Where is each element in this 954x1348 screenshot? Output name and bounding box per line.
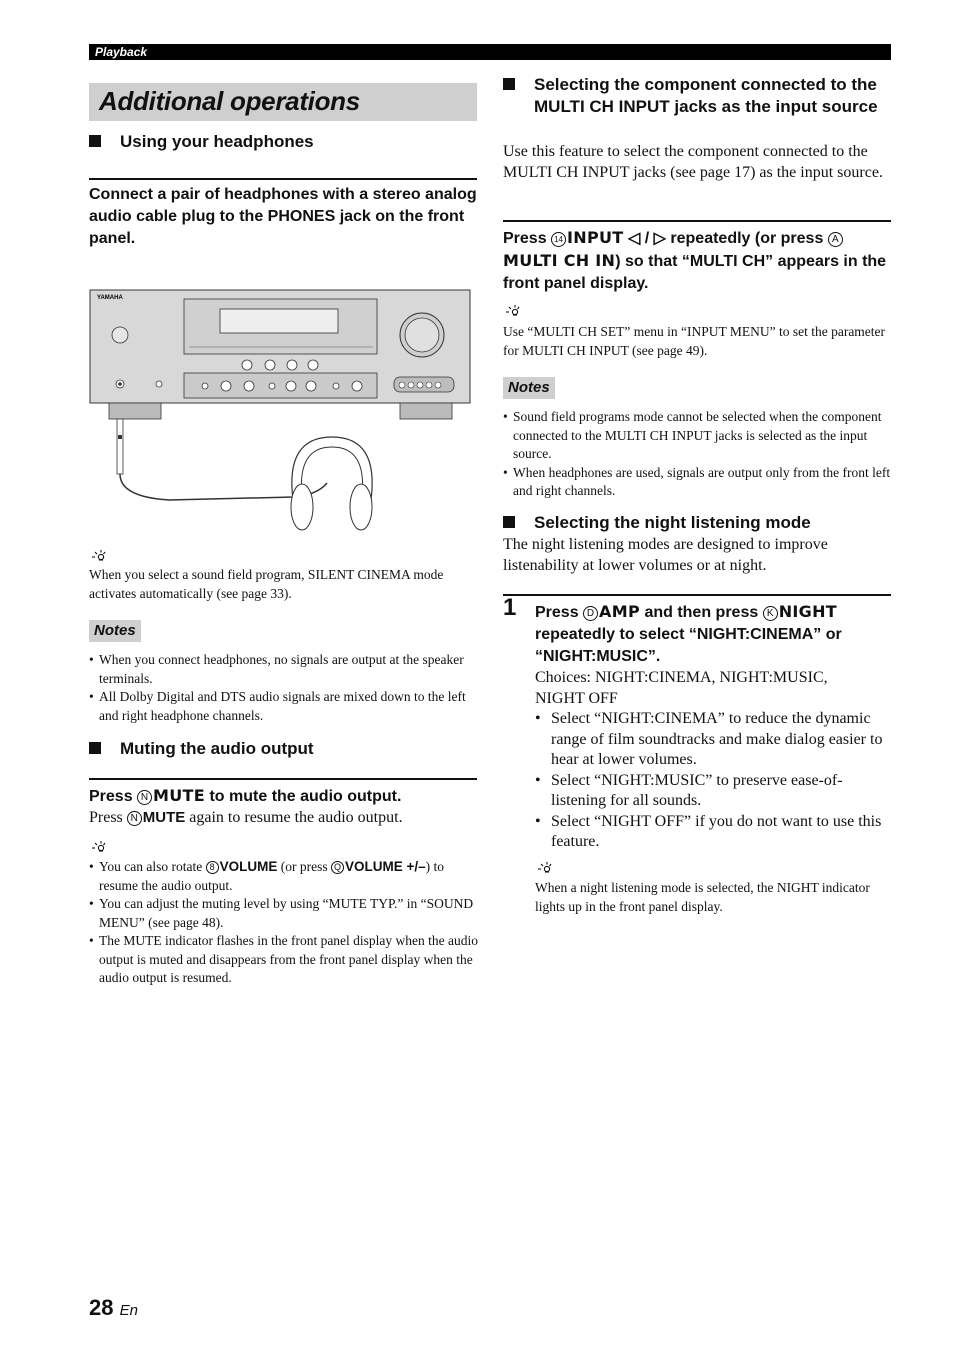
key-n-icon: N bbox=[127, 811, 142, 826]
tip-lightbulb-icon bbox=[535, 861, 553, 875]
muting-heading: Muting the audio output bbox=[89, 738, 314, 760]
night-option: • Select “NIGHT OFF” if you do not want to use this feature. bbox=[535, 812, 891, 853]
key-d-icon: D bbox=[583, 606, 598, 621]
tip-lightbulb-icon bbox=[89, 840, 107, 854]
night-step: Press D AMP and then press K NIGHT repeatedly to select “NIGHT:CINEMA” or “NIGHT:MUSIC”. bbox=[535, 602, 842, 665]
tip-item: • The MUTE indicator flashes in the front panel display when the audio output is muted and disappears from the front panel display when the audio output is resumed. bbox=[89, 932, 479, 988]
muting-resume: Press N MUTE again to resume the audio output. bbox=[89, 809, 403, 826]
page-number: 28 En bbox=[89, 1295, 138, 1320]
note-item: • Sound field programs mode cannot be selected when the component connected to the MULTI CH INPUT jacks is selected as the input source. bbox=[503, 408, 893, 464]
square-bullet-icon bbox=[503, 78, 515, 90]
night-heading: Selecting the night listening mode bbox=[503, 512, 811, 534]
multich-intro: Use this feature to select the component connected to the MULTI CH INPUT jacks (see page 17) as the input source. bbox=[503, 143, 883, 181]
square-bullet-icon bbox=[89, 135, 101, 147]
square-bullet-icon bbox=[503, 516, 515, 528]
divider bbox=[89, 178, 477, 180]
headphones-tip: When you select a sound field program, SILENT CINEMA mode activates automatically (see page 33). bbox=[89, 567, 444, 601]
note-item: • When you connect headphones, no signals are output at the speaker terminals. bbox=[89, 651, 479, 688]
night-intro: The night listening modes are designed to improve listenability at lower volumes or at night. bbox=[503, 536, 828, 574]
headphones-heading: Using your headphones bbox=[89, 131, 314, 153]
brand-logo-text: YAMAHA bbox=[97, 295, 123, 301]
key-q-icon: Q bbox=[331, 861, 344, 874]
multich-notes-label: Notes bbox=[503, 377, 555, 399]
step-number: 1 bbox=[503, 594, 517, 621]
multich-tip: Use “MULTI CH SET” menu in “INPUT MENU” to set the parameter for MULTI CH INPUT (see page 49). bbox=[503, 324, 886, 358]
page-title-box bbox=[89, 83, 477, 121]
note-item: • When headphones are used, signals are output only from the front left and right channels. bbox=[503, 464, 893, 501]
multich-step: Press 14 INPUT ◁ / ▷ repeatedly (or press AMULTI CH IN) so that “MULTI CH” appears in the front panel display. bbox=[503, 228, 887, 292]
key-n-icon: N bbox=[137, 790, 152, 805]
divider bbox=[89, 778, 477, 780]
night-option: • Select “NIGHT:MUSIC” to preserve ease-of-listening for all sounds. bbox=[535, 771, 891, 812]
tip-item: • You can adjust the muting level by using “MUTE TYP.” in “SOUND MENU” (see page 48). bbox=[89, 895, 479, 932]
key-k-icon: K bbox=[763, 606, 778, 621]
section-label: Playback bbox=[95, 45, 148, 59]
page-title: Additional operations bbox=[99, 86, 360, 116]
headphones-instruction: Connect a pair of headphones with a stereo analog audio cable plug to the PHONES jack on the front panel. bbox=[89, 186, 477, 247]
section-header-bar bbox=[89, 44, 891, 60]
note-item: • All Dolby Digital and DTS audio signals are mixed down to the left and right headphone channels. bbox=[89, 688, 479, 725]
tip-lightbulb-icon bbox=[503, 304, 521, 318]
headphones-notes bbox=[89, 651, 479, 725]
divider bbox=[503, 594, 891, 596]
night-bullets bbox=[535, 709, 891, 853]
key-14-icon: 14 bbox=[551, 232, 566, 247]
receiver-headphones-illustration bbox=[89, 285, 477, 535]
night-option: • Select “NIGHT:CINEMA” to reduce the dynamic range of film soundtracks and make dialog easier to hear at lower volumes. bbox=[535, 709, 891, 771]
multich-heading: Selecting the component connected to the MULTI CH INPUT jacks as the input source bbox=[503, 74, 922, 118]
tip-lightbulb-icon bbox=[89, 549, 107, 563]
muting-tips bbox=[89, 858, 479, 988]
muting-step: Press N MUTE to mute the audio output. bbox=[89, 786, 402, 805]
divider bbox=[503, 220, 891, 222]
night-choices: Choices: NIGHT:CINEMA, NIGHT:MUSIC, NIGHT OFF bbox=[535, 669, 828, 707]
key-a-icon: A bbox=[828, 232, 843, 247]
arrow-left-right-icon: ◁ / ▷ bbox=[627, 230, 666, 247]
headphones-notes-label: Notes bbox=[89, 620, 141, 642]
key-8-icon: 8 bbox=[206, 861, 219, 874]
square-bullet-icon bbox=[89, 742, 101, 754]
multich-notes bbox=[503, 408, 893, 501]
tip-item: • You can also rotate 8 VOLUME (or press Q VOLUME +/–) to resume the audio output. bbox=[89, 858, 479, 895]
night-tip: When a night listening mode is selected, the NIGHT indicator lights up in the front panel display. bbox=[535, 880, 870, 914]
